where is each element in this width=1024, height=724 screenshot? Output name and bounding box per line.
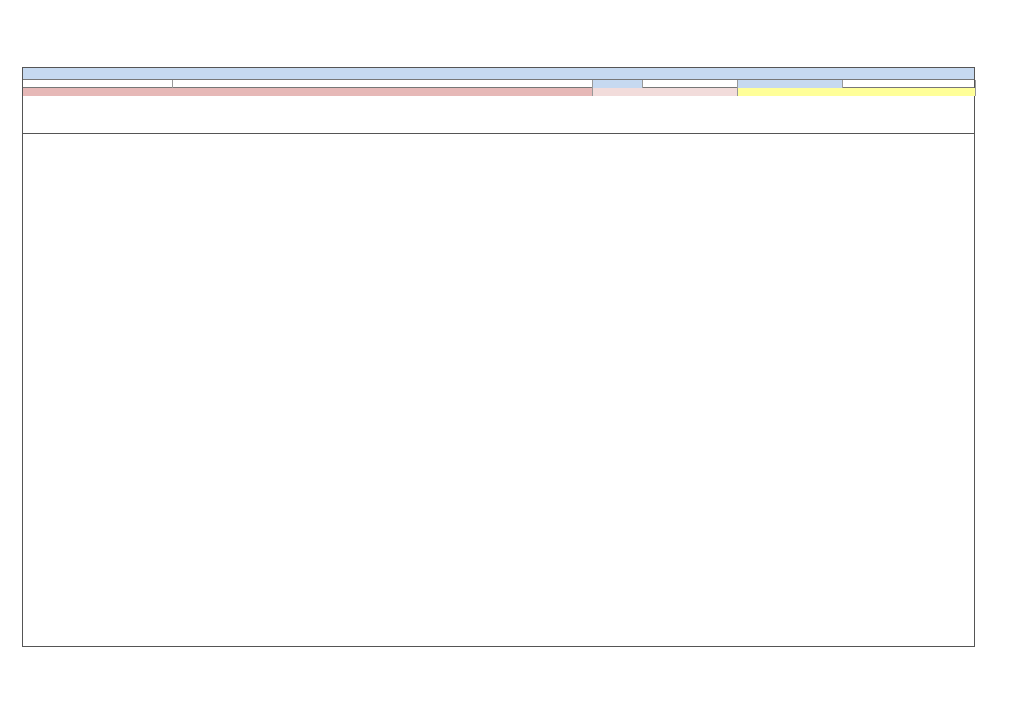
nositelj-label [23, 80, 173, 88]
section-gap [593, 88, 738, 96]
category-value [843, 80, 976, 88]
section-left [23, 88, 593, 96]
table-body [23, 134, 974, 647]
implementation-program-table [22, 67, 975, 647]
section-bar [23, 88, 974, 96]
table-title [23, 68, 974, 80]
period-label [593, 80, 643, 88]
info-bar [23, 80, 974, 88]
section-right [738, 88, 976, 96]
period-value [643, 80, 738, 88]
column-headers [23, 96, 974, 134]
nositelj-value [173, 80, 593, 88]
category-label [738, 80, 843, 88]
